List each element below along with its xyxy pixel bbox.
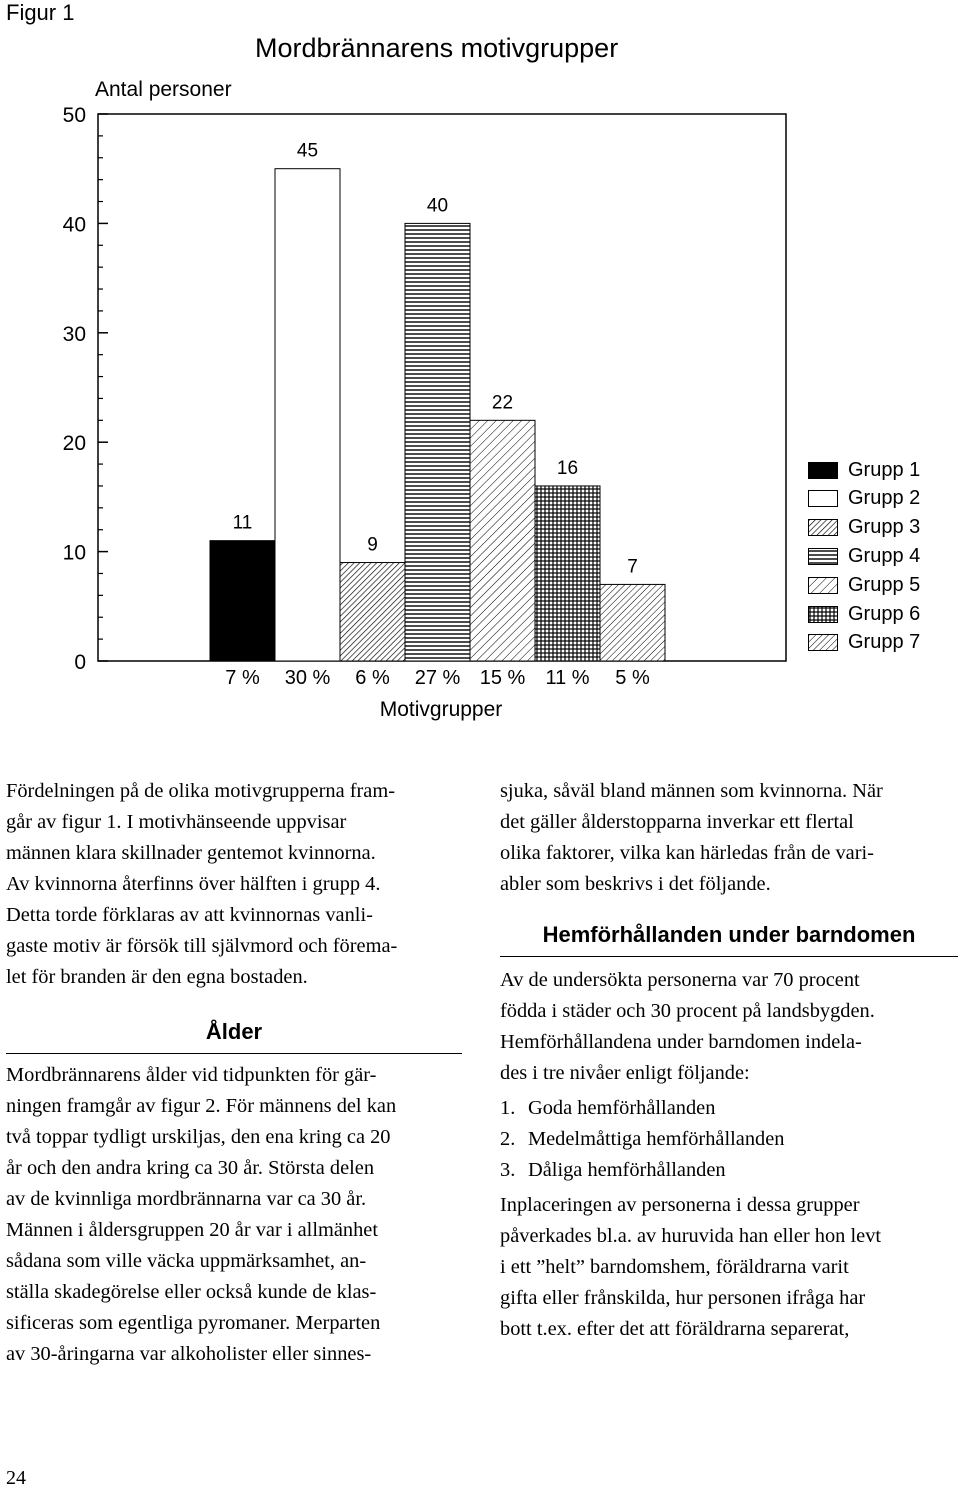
y-tick-label: 50 [62,104,86,127]
list-number: 1. [500,1097,516,1119]
right-paragraph-1 [500,776,958,900]
bar-percent-label: 30 % [284,667,331,689]
list-number: 2. [500,1128,516,1150]
bar-percent-label: 7 % [225,667,260,689]
list-text: Goda hemförhållanden [528,1097,716,1119]
text-line: sificeras som egentliga pyromaner. Merparten [6,1312,381,1334]
legend-label: Grupp 1 [848,458,921,481]
text-line: Hemförhållandena under barndomen indela- [500,1031,862,1053]
text-line: Inplaceringen av personerna i dessa grupper [500,1194,860,1216]
right-paragraph-3 [500,1190,958,1345]
text-line: bott t.ex. efter det att föräldrarna separerat, [500,1318,850,1340]
bar-value-label: 9 [367,534,378,556]
bar-value-label: 22 [491,392,514,414]
text-line: två toppar tydligt urskiljas, den ena kring ca 20 [6,1126,391,1148]
legend-swatch [808,634,838,651]
list-text: Medelmåttiga hemförhållanden [528,1128,785,1150]
text-line: ningen framgår av figur 2. För männens del kan [6,1095,397,1117]
legend-label: Grupp 3 [848,516,921,539]
text-line: sådana som ville väcka uppmärksamhet, an- [6,1250,367,1272]
bar-value-label: 40 [426,195,449,217]
legend-swatch [808,462,838,479]
bar-4 [405,223,470,661]
left-paragraph-1 [6,776,462,993]
bar-value-label: 11 [232,512,253,534]
legend-swatch [808,577,838,594]
section-heading-hemforhallanden: Hemförhållanden under barndomen [500,919,958,957]
text-line: Männen i åldersgruppen 20 år var i allmänhet [6,1219,378,1241]
list-item [500,1093,958,1124]
legend-swatch [808,519,838,536]
text-line: Av kvinnorna återfinns över hälften i grupp 4. [6,873,381,895]
text-line: gaste motiv är försök till självmord och förema- [6,935,398,957]
y-tick-label: 0 [74,651,86,674]
text-line: gifta eller frånskilda, hur personen ifråga har [500,1287,866,1309]
text-line: Mordbrännarens ålder vid tidpunkten för gär- [6,1064,377,1086]
y-tick-label: 10 [62,541,86,565]
y-axis-label: Antal personer [95,78,232,101]
text-line: av 30-åringarna var alkoholister eller sinnes- [6,1343,372,1365]
left-paragraph-2 [6,1060,462,1370]
list-text: Dåliga hemförhållanden [528,1159,726,1181]
legend-swatch [808,548,838,565]
text-line: Av de undersökta personerna var 70 procent [500,969,860,991]
legend-swatch [808,490,838,507]
y-tick-label: 30 [62,322,86,346]
text-line: i ett ”helt” barndomshem, föräldrarna varit [500,1256,849,1278]
bar-6 [535,486,600,661]
legend-item [808,601,920,627]
legend-item [808,486,920,512]
text-line: sjuka, såväl bland männen som kvinnorna. När [500,780,883,802]
bar-1 [210,541,275,661]
right-paragraph-2 [500,965,958,1089]
bar-percent-label: 6 % [355,667,390,689]
text-line: abler som beskrivs i det följande. [500,873,771,895]
text-line: år och den andra kring ca 30 år. Största delen [6,1157,375,1179]
bar-value-label: 45 [296,140,319,162]
text-line: påverkades bl.a. av huruvida han eller hon levt [500,1225,882,1247]
bar-value-label: 7 [627,556,638,578]
list-number: 3. [500,1159,516,1181]
legend-swatch [808,606,838,623]
figure-label: Figur 1 [6,0,75,25]
bar-percent-label: 27 % [414,667,461,689]
legend-item [808,543,920,569]
text-line: det gäller ålderstopparna inverkar ett flertal [500,811,854,833]
bar-5 [470,420,535,661]
legend-label: Grupp 7 [848,631,921,654]
chart-title: Mordbrännarens motivgrupper [255,33,619,63]
list-item [500,1124,958,1155]
text-line: ställa skadegörelse eller också kunde de klas- [6,1281,377,1303]
bar-3 [340,563,405,661]
text-line: går av figur 1. I motivhänseende uppvisar [6,811,347,833]
x-axis-label: Motivgrupper [379,698,503,721]
bar-2 [275,169,340,661]
legend-label: Grupp 6 [848,602,921,625]
text-line: av de kvinnliga mordbrännarna var ca 30 år. [6,1188,367,1210]
text-line: let för branden är den egna bostaden. [6,966,308,988]
bar-percent-label: 15 % [479,667,526,689]
legend-item [808,457,920,483]
legend-item [808,630,920,656]
text-line: Detta torde förklaras av att kvinnornas vanli- [6,904,373,926]
legend-label: Grupp 2 [848,487,921,510]
bar-percent-label: 5 % [615,667,650,689]
y-tick-label: 20 [62,432,86,456]
legend-item [808,515,920,541]
bar-percent-label: 11 % [545,667,590,689]
numbered-list [500,1093,958,1186]
y-tick-label: 40 [62,213,86,237]
text-line: olika faktorer, vilka kan härledas från de vari- [500,842,874,864]
text-line: Fördelningen på de olika motivgrupperna fram- [6,780,396,802]
legend-label: Grupp 4 [848,544,921,567]
bar-7 [600,584,665,661]
text-line: männen klara skillnader gentemot kvinnorna. [6,842,376,864]
list-item [500,1155,958,1186]
left-column [6,776,462,1370]
legend-item [808,572,920,598]
text-line: födda i städer och 30 procent på landsbygden. [500,1000,875,1022]
text-line: des i tre nivåer enligt följande: [500,1062,750,1084]
right-column [500,776,958,1345]
bar-value-label: 16 [556,457,579,479]
section-heading-alder: Ålder [6,1016,462,1054]
legend-label: Grupp 5 [848,573,921,596]
page-number: 24 [6,1467,26,1489]
